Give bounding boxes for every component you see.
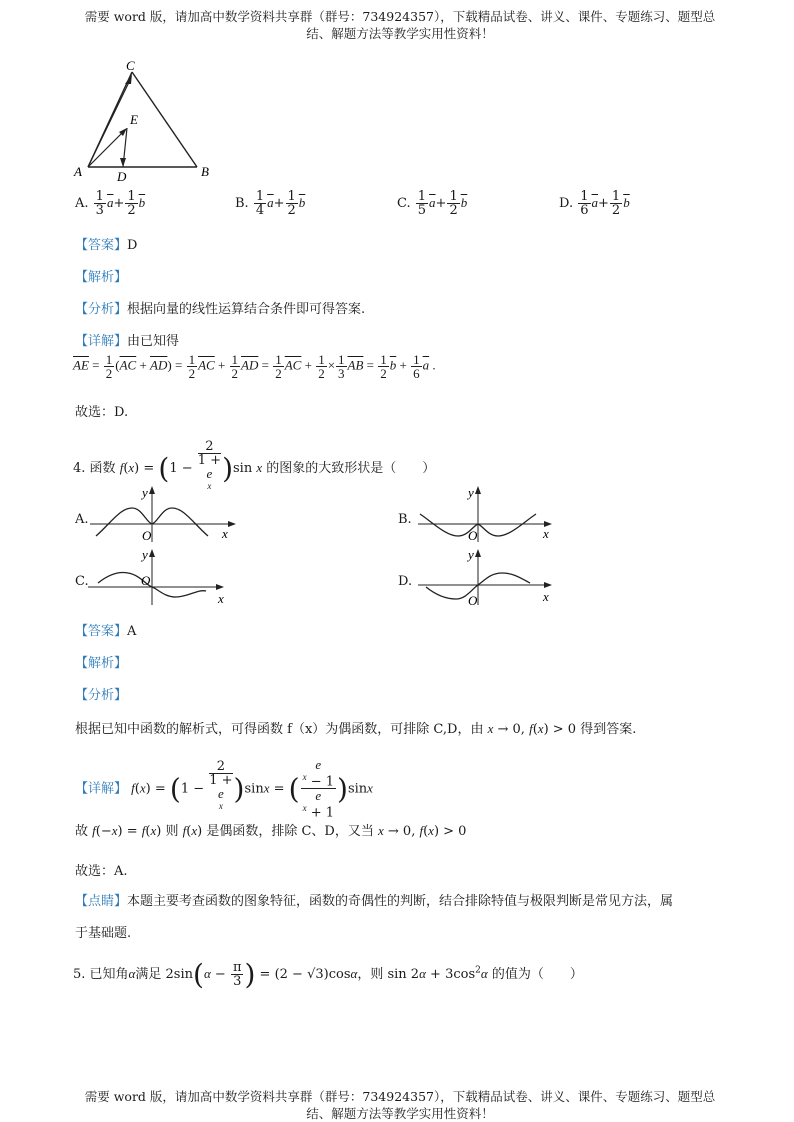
q4-graph-d <box>418 545 563 607</box>
svg-text:x: x <box>543 526 549 541</box>
triangle-figure <box>70 58 230 183</box>
svg-text:y: y <box>468 547 474 562</box>
q5-stem: 5. 已知角α满足 2sin(α − $\frac{\pi}{3}$ ) = (2 − √3)cosα，则 $\sin 2\alpha + 3\cos^2\alpha$ 的值为（ ） <box>73 958 583 991</box>
q3-option-d: D. $\frac{1}{6}$ $\overline{a}+$ $\frac{1}{2}$ $\overline{b}$ <box>559 189 630 218</box>
svg-text:y: y <box>142 547 148 562</box>
q4-option-b-label: B. <box>398 512 412 527</box>
svg-text:x: x <box>218 591 224 605</box>
q4-option-c-label: C. <box>75 574 89 589</box>
q4-fenxi: 根据已知中函数的解析式，可得函数 f（x）为偶函数，可排除 C,D，由 x → 0, f(x) > 0 得到答案. <box>75 721 637 737</box>
q3-analysis: 【解析】 <box>75 270 128 285</box>
q4-conclusion: 故选：A. <box>75 864 128 879</box>
page-footer <box>70 1088 730 1122</box>
svg-text:x: x <box>543 589 549 604</box>
q4-point: 【点睛】本题主要考查函数的图象特征，函数的奇偶性的判断，结合排除特值与极限判断是常见方法，属 <box>75 894 674 909</box>
q4-detail-line2: 故 f(−x) = f(x) 则 f(x) 是偶函数，排除 C、D，又当 x → 0, f(x) > 0 <box>75 823 467 839</box>
footer-line-1: 需要 word 版，请加高中数学资料共享群（群号：734924357），下载精品试卷、讲义、课件、专题练习、题型总 <box>84 1089 716 1104</box>
q3-fenxi: 【分析】根据向量的线性运算结合条件即可得答案. <box>75 302 366 317</box>
q3-option-c: C. $\frac{1}{5}$ $\overline{a}+$ $\frac{1}{2}$ $\overline{b}$ <box>397 189 468 218</box>
footer-line-2: 结、解题方法等教学实用性资料！ <box>306 1106 494 1121</box>
label-a: A <box>74 164 82 179</box>
q4-fenxi-tag: 【分析】 <box>75 688 128 703</box>
svg-text:x: x <box>222 526 228 541</box>
svg-text:y: y <box>468 485 474 500</box>
q4-option-d-label: D. <box>398 574 413 589</box>
page-header <box>70 8 730 42</box>
q4-point-2: 于基础题. <box>75 926 132 941</box>
q4-graph-c <box>88 545 238 605</box>
svg-text:y: y <box>142 485 148 500</box>
svg-text:O: O <box>141 573 151 588</box>
header-line-2: 结、解题方法等教学实用性资料！ <box>306 26 494 41</box>
q3-option-a: A. $\frac{1}{3}$ $\overline{a}+$ $\frac{1}{2}$ $\overline{b}$ <box>75 189 146 218</box>
q4-option-a-label: A. <box>75 512 89 527</box>
q4-graph-a <box>90 484 245 544</box>
label-c: C <box>126 58 135 73</box>
label-b: B <box>201 164 209 179</box>
label-d: D <box>117 169 127 183</box>
q3-option-b: B. $\frac{1}{4}$ $\overline{a}+$ $\frac{1}{2}$ $\overline{b}$ <box>235 189 306 218</box>
q3-answer: 【答案】D <box>75 238 138 253</box>
svg-text:O: O <box>468 528 478 543</box>
q4-answer: 【答案】A <box>75 624 137 639</box>
label-e: E <box>130 112 138 127</box>
q3-equation: $\overline{AE}$ = $\frac{1}{2}$ $(\overline{AC} + \overline{AD})$ = $\frac{1}{2}$ $\overline{AC}$ + $\frac{1}{2}$ $\overline{AD}$ = $\frac{1}{2}$ $\overline{AC}$ + $\frac{1}{2}$ × $\frac{1}{3}$ $\overline{AB}$ = $\frac{1}{2}$ $\overline{b}$ + $\frac{1}{6}$ $\overline{a}$ . <box>73 352 436 381</box>
svg-text:O: O <box>468 593 478 607</box>
q4-graph-b <box>418 484 563 544</box>
q4-stem: 4. 函数 f(x) = (1 − 2 1 + e $^x$ )sin x 的图象的大致形状是（ ） <box>73 439 436 491</box>
q3-conclusion: 故选：D. <box>75 405 129 420</box>
q3-detail: 【详解】由已知得 <box>75 334 180 349</box>
q4-analysis: 【解析】 <box>75 656 128 671</box>
svg-text:O: O <box>142 528 152 543</box>
q4-detail: 【详解】 f(x) = (1 − 2 1 + e $^x$ )sinx = ( e $^x$ − 1 e $^x$ + 1 )sinx <box>75 757 373 821</box>
header-line-1: 需要 word 版，请加高中数学资料共享群（群号：734924357），下载精品试卷、讲义、课件、专题练习、题型总 <box>84 9 716 24</box>
